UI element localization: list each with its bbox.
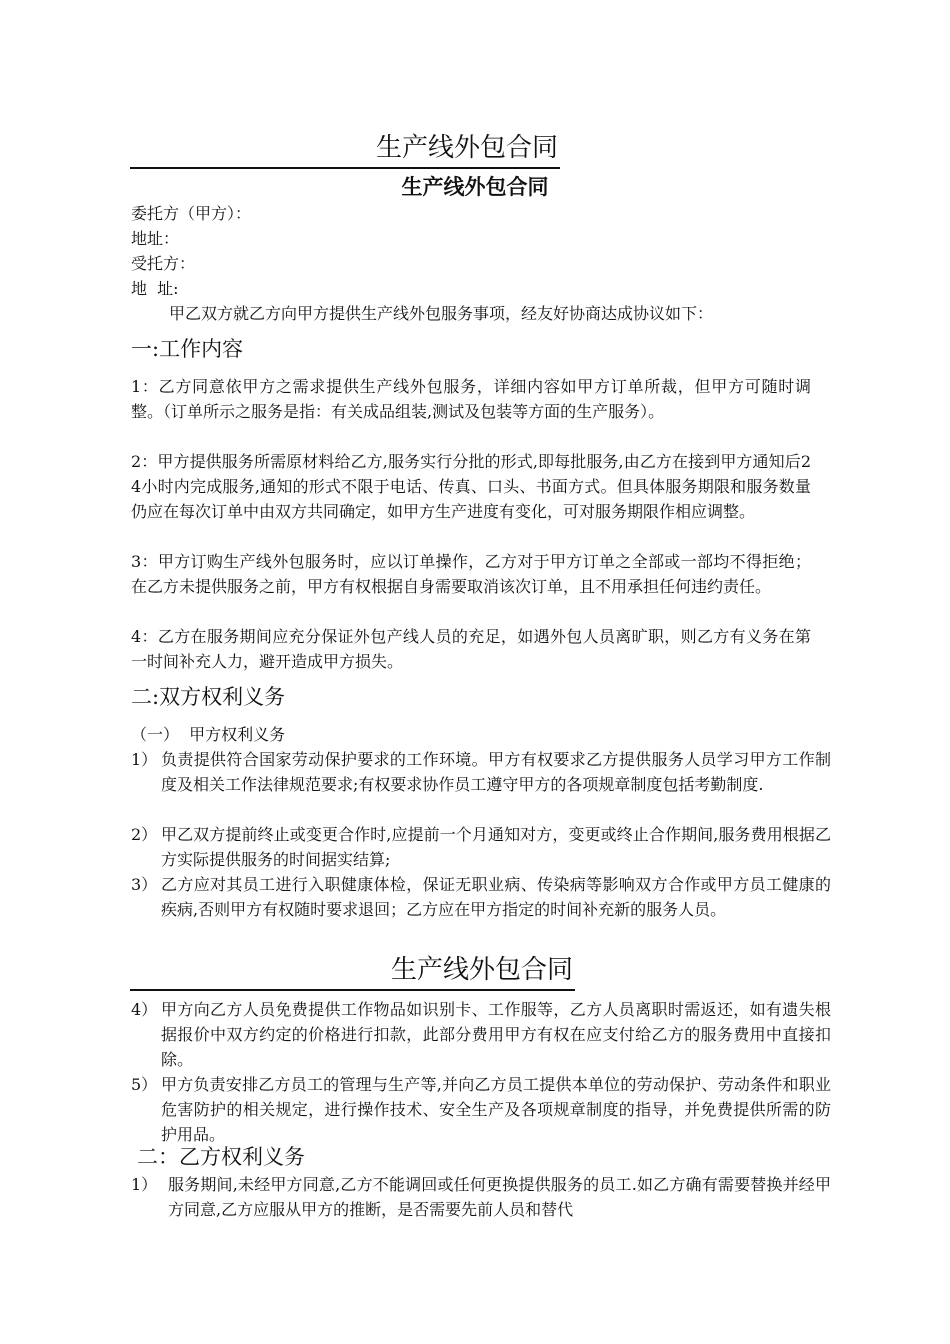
clause-2: 2：甲方提供服务所需原材料给乙方,服务实行分批的形式,即每批服务,由乙方在接到甲方通知后24小时内完成服务,通知的形式不限于电话、传真、口头、书面方式。但具体服务期限和服务数量仍应在每次订单中由双方共同确定，如甲方生产进度有变化，可对服务期限作相应调整。 xyxy=(131,452,811,521)
section-1-heading: 一:工作内容 xyxy=(131,337,244,361)
intro-paragraph: 甲乙双方就乙方向甲方提供生产线外包服务事项，经友好协商达成协议如下： xyxy=(169,304,714,323)
clause-1: 1：乙方同意依甲方之需求提供生产线外包服务，详细内容如甲方订单所裁，但甲方可随时调整。（订单所示之服务是指：有关成品组装,测试及包装等方面的生产服务）。 xyxy=(131,377,811,421)
party-a-item-5 xyxy=(131,1072,831,1147)
party-b-subheading: 二：乙方权利义务 xyxy=(137,1145,305,1169)
item-number: 4） xyxy=(131,1000,158,1019)
party-a-item-1 xyxy=(131,747,831,797)
item-text: 乙方应对其员工进行入职健康体检，保证无职业病、传染病等影响双方合作或甲方员工健康的疾病,否则甲方有权随时要求退回；乙方应在甲方指定的时间补充新的服务人员。 xyxy=(161,875,831,919)
item-text: 甲乙双方提前终止或变更合作时,应提前一个月通知对方，变更或终止合作期间,服务费用根据乙方实际提供服务的时间据实结算; xyxy=(161,825,831,869)
section-2-heading: 二:双方权利义务 xyxy=(131,685,286,709)
page-header-title xyxy=(130,133,560,169)
party-b-item-1 xyxy=(131,1172,831,1222)
item-text: 服务期间,未经甲方同意,乙方不能调回或任何更换提供服务的员工.如乙方确有需要替换并经甲方同意,乙方应服从甲方的推断，是否需要先前人员和替代 xyxy=(168,1175,831,1219)
item-number: 3） xyxy=(131,875,158,894)
item-number: 1） xyxy=(131,1175,158,1194)
party-a-item-2 xyxy=(131,822,831,872)
client-label: 委托方（甲方）： xyxy=(131,204,252,223)
document-title: 生产线外包合同 xyxy=(401,175,549,199)
clause-3: 3：甲方订购生产线外包服务时，应以订单操作，乙方对于甲方订单之全部或一部均不得拒绝；在乙方未提供服务之前，甲方有权根据自身需要取消该次订单，且不用承担任何违约责任。 xyxy=(131,552,811,596)
item-number: 5） xyxy=(131,1075,158,1094)
item-number: 2） xyxy=(131,825,158,844)
item-text: 负责提供符合国家劳动保护要求的工作环境。甲方有权要求乙方提供服务人员学习甲方工作制度及相关工作法律规范要求;有权要求协作员工遵守甲方的各项规章制度包括考勤制度. xyxy=(161,750,831,794)
contractor-address-label: 地 址: xyxy=(131,279,179,298)
page-header-title-2-text: 生产线外包合同 xyxy=(390,955,573,985)
party-a-subheading: （一） 甲方权利义务 xyxy=(131,725,286,744)
party-a-item-3 xyxy=(131,872,831,922)
contractor-label: 受托方： xyxy=(131,254,196,273)
item-number: 1） xyxy=(131,750,158,769)
page-header-title-2 xyxy=(130,955,575,991)
client-address-label: 地址： xyxy=(131,229,180,248)
item-text: 甲方负责安排乙方员工的管理与生产等,并向乙方员工提供本单位的劳动保护、劳动条件和职业危害防护的相关规定，进行操作技术、安全生产及各项规章制度的指导，并免费提供所需的防护用品。 xyxy=(161,1075,831,1144)
item-text: 甲方向乙方人员免费提供工作物品如识别卡、工作服等，乙方人员离职时需返还，如有遗失根据报价中双方约定的价格进行扣款，此部分费用甲方有权在应支付给乙方的服务费用中直接扣除。 xyxy=(161,1000,831,1069)
page-header-title-text: 生产线外包合同 xyxy=(375,133,558,163)
party-a-item-4 xyxy=(131,997,831,1072)
clause-4: 4：乙方在服务期间应充分保证外包产线人员的充足，如遇外包人员离旷职，则乙方有义务在第一时间补充人力，避开造成甲方损失。 xyxy=(131,627,811,671)
